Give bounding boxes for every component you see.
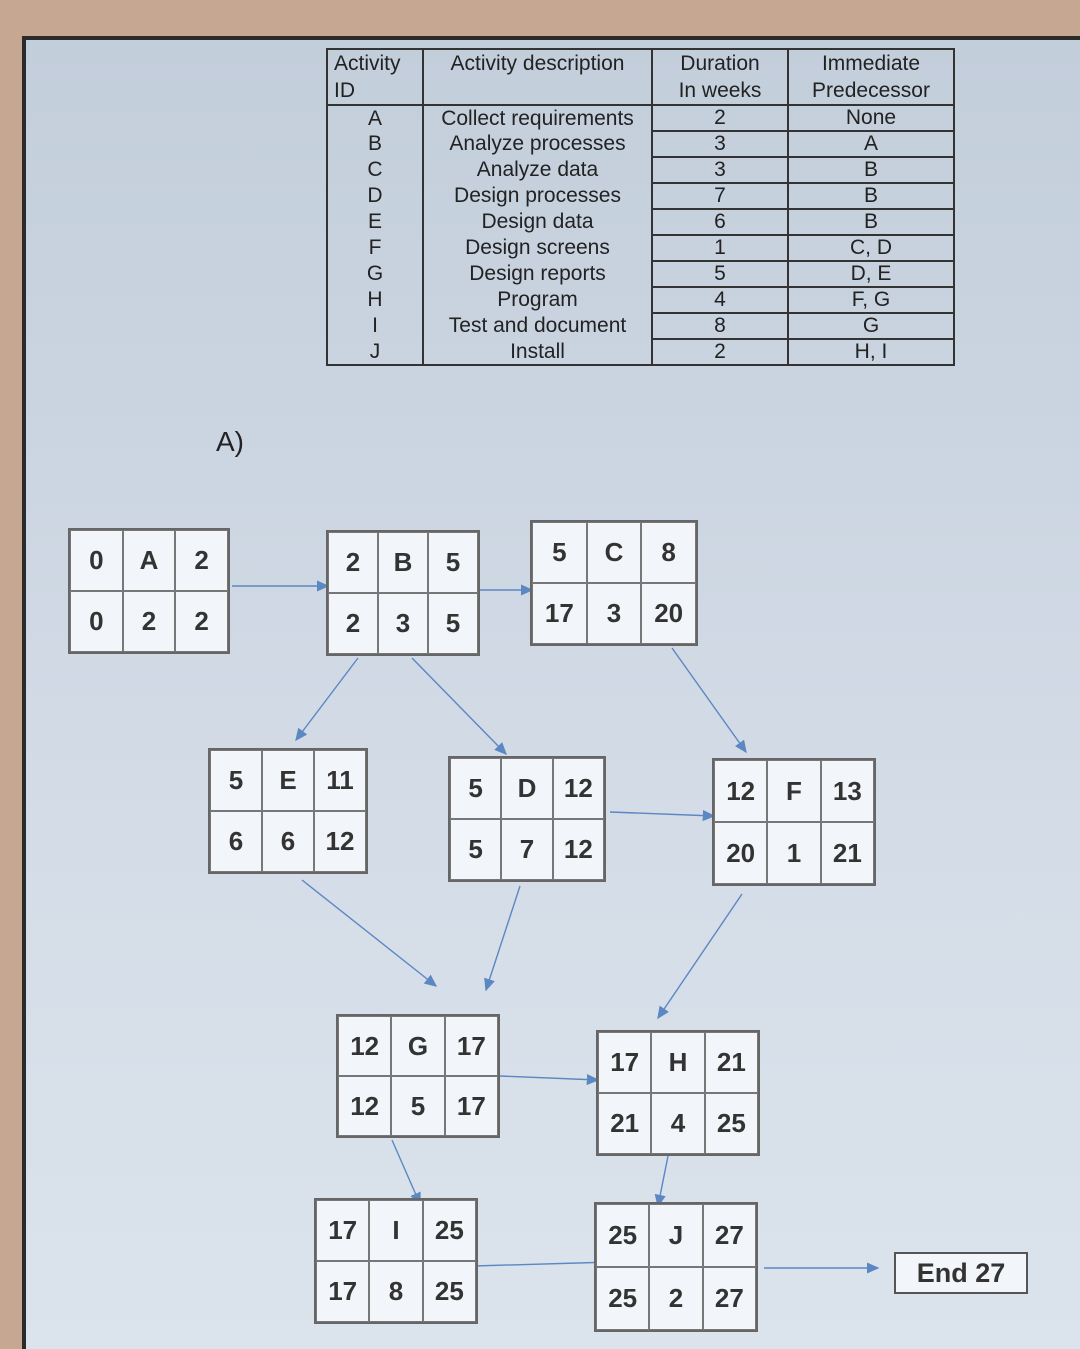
node-J xyxy=(594,1202,758,1332)
node-A-lf: 2 xyxy=(175,591,228,652)
node-I-ef: 25 xyxy=(423,1200,476,1261)
node-F-id: F xyxy=(767,760,820,822)
node-F-ef: 13 xyxy=(821,760,874,822)
node-E-dur: 6 xyxy=(262,811,314,872)
cell-id: A xyxy=(327,105,423,131)
node-B-lf: 5 xyxy=(428,593,478,654)
node-H-lf: 25 xyxy=(705,1093,758,1154)
cell-id: G xyxy=(327,261,423,287)
node-G xyxy=(336,1014,500,1138)
node-C-id: C xyxy=(587,522,642,583)
header-id-line1: Activity xyxy=(334,52,401,75)
node-F xyxy=(712,758,876,886)
cell-pred: G xyxy=(788,313,954,339)
node-C-lf: 20 xyxy=(641,583,696,644)
node-B-dur: 3 xyxy=(378,593,428,654)
node-A xyxy=(68,528,230,654)
node-H xyxy=(596,1030,760,1156)
header-dur-line2: In weeks xyxy=(678,79,762,102)
cell-desc: Design data xyxy=(423,209,652,235)
node-G-id: G xyxy=(391,1016,444,1076)
arrow-B-D xyxy=(412,658,506,754)
arrow-G-H xyxy=(500,1076,598,1080)
cell-pred: F, G xyxy=(788,287,954,313)
node-D-ef: 12 xyxy=(553,758,604,819)
arrow-G-I xyxy=(392,1140,420,1204)
node-H-id: H xyxy=(651,1032,704,1093)
header-dur-line1: Duration xyxy=(680,52,760,75)
arrow-D-F xyxy=(610,812,714,816)
cell-id: C xyxy=(327,157,423,183)
cell-id: F xyxy=(327,235,423,261)
end-node: End 27 xyxy=(894,1252,1028,1294)
cell-desc: Analyze data xyxy=(423,157,652,183)
node-I xyxy=(314,1198,478,1324)
node-A-es: 0 xyxy=(70,530,123,591)
node-I-es: 17 xyxy=(316,1200,369,1261)
cell-dur: 3 xyxy=(652,131,788,157)
node-F-dur: 1 xyxy=(767,822,820,884)
arrow-E-G xyxy=(302,880,436,986)
cell-pred: A xyxy=(788,131,954,157)
node-E xyxy=(208,748,368,874)
arrow-H-J xyxy=(658,1156,668,1206)
node-B-es: 2 xyxy=(328,532,378,593)
node-C xyxy=(530,520,698,646)
node-G-dur: 5 xyxy=(391,1076,444,1136)
node-E-ef: 11 xyxy=(314,750,366,811)
cell-desc: Install xyxy=(423,339,652,365)
cell-id: E xyxy=(327,209,423,235)
cell-pred: None xyxy=(788,105,954,131)
node-A-dur: 2 xyxy=(123,591,176,652)
node-I-id: I xyxy=(369,1200,422,1261)
node-D xyxy=(448,756,606,882)
arrow-F-H xyxy=(658,894,742,1018)
node-A-id: A xyxy=(123,530,176,591)
cell-id: I xyxy=(327,313,423,339)
cell-pred: B xyxy=(788,209,954,235)
node-H-ls: 21 xyxy=(598,1093,651,1154)
cell-pred: B xyxy=(788,157,954,183)
node-B-id: B xyxy=(378,532,428,593)
node-J-dur: 2 xyxy=(649,1267,702,1330)
cell-desc: Collect requirements xyxy=(423,105,652,131)
node-G-lf: 17 xyxy=(445,1076,498,1136)
node-E-es: 5 xyxy=(210,750,262,811)
node-C-ef: 8 xyxy=(641,522,696,583)
node-J-id: J xyxy=(649,1204,702,1267)
header-pred-line1: Immediate xyxy=(821,52,921,75)
diagram-label: A) xyxy=(216,426,244,457)
cell-pred: D, E xyxy=(788,261,954,287)
arrow-D-G xyxy=(486,886,520,990)
node-A-ls: 0 xyxy=(70,591,123,652)
header-id-line2: ID xyxy=(334,79,355,102)
cell-dur: 1 xyxy=(652,235,788,261)
node-J-ls: 25 xyxy=(596,1267,649,1330)
cell-dur: 2 xyxy=(652,339,788,365)
cell-pred: C, D xyxy=(788,235,954,261)
node-G-ef: 17 xyxy=(445,1016,498,1076)
node-J-lf: 27 xyxy=(703,1267,756,1330)
node-I-ls: 17 xyxy=(316,1261,369,1322)
cell-dur: 8 xyxy=(652,313,788,339)
cell-dur: 4 xyxy=(652,287,788,313)
cell-dur: 2 xyxy=(652,105,788,131)
cell-pred: B xyxy=(788,183,954,209)
node-I-lf: 25 xyxy=(423,1261,476,1322)
node-D-es: 5 xyxy=(450,758,501,819)
node-F-lf: 21 xyxy=(821,822,874,884)
screen xyxy=(22,36,1080,1349)
arrow-layer xyxy=(26,40,1080,1349)
node-H-dur: 4 xyxy=(651,1093,704,1154)
arrow-C-F xyxy=(672,648,746,752)
cell-id: B xyxy=(327,131,423,157)
cell-dur: 6 xyxy=(652,209,788,235)
cell-desc: Design processes xyxy=(423,183,652,209)
node-C-ls: 17 xyxy=(532,583,587,644)
node-G-es: 12 xyxy=(338,1016,391,1076)
node-I-dur: 8 xyxy=(369,1261,422,1322)
node-F-ls: 20 xyxy=(714,822,767,884)
node-C-dur: 3 xyxy=(587,583,642,644)
header-pred-line2: Predecessor xyxy=(812,79,930,102)
node-B-ef: 5 xyxy=(428,532,478,593)
node-H-es: 17 xyxy=(598,1032,651,1093)
node-H-ef: 21 xyxy=(705,1032,758,1093)
node-J-ef: 27 xyxy=(703,1204,756,1267)
arrow-I-J xyxy=(474,1262,612,1266)
header-description: Activity description xyxy=(423,49,652,105)
node-E-ls: 6 xyxy=(210,811,262,872)
cell-desc: Design reports xyxy=(423,261,652,287)
node-C-es: 5 xyxy=(532,522,587,583)
cell-desc: Design screens xyxy=(423,235,652,261)
node-D-id: D xyxy=(501,758,552,819)
node-E-lf: 12 xyxy=(314,811,366,872)
cell-dur: 3 xyxy=(652,157,788,183)
arrow-B-E xyxy=(296,658,358,740)
cell-desc: Analyze processes xyxy=(423,131,652,157)
node-D-dur: 7 xyxy=(501,819,552,880)
cell-id: J xyxy=(327,339,423,365)
cell-id: H xyxy=(327,287,423,313)
cell-dur: 5 xyxy=(652,261,788,287)
cell-id: D xyxy=(327,183,423,209)
node-E-id: E xyxy=(262,750,314,811)
node-B-ls: 2 xyxy=(328,593,378,654)
cell-desc: Program xyxy=(423,287,652,313)
cell-pred: H, I xyxy=(788,339,954,365)
node-J-es: 25 xyxy=(596,1204,649,1267)
node-B xyxy=(326,530,480,656)
node-G-ls: 12 xyxy=(338,1076,391,1136)
cell-dur: 7 xyxy=(652,183,788,209)
node-D-ls: 5 xyxy=(450,819,501,880)
node-F-es: 12 xyxy=(714,760,767,822)
cell-desc: Test and document xyxy=(423,313,652,339)
node-D-lf: 12 xyxy=(553,819,604,880)
node-A-ef: 2 xyxy=(175,530,228,591)
